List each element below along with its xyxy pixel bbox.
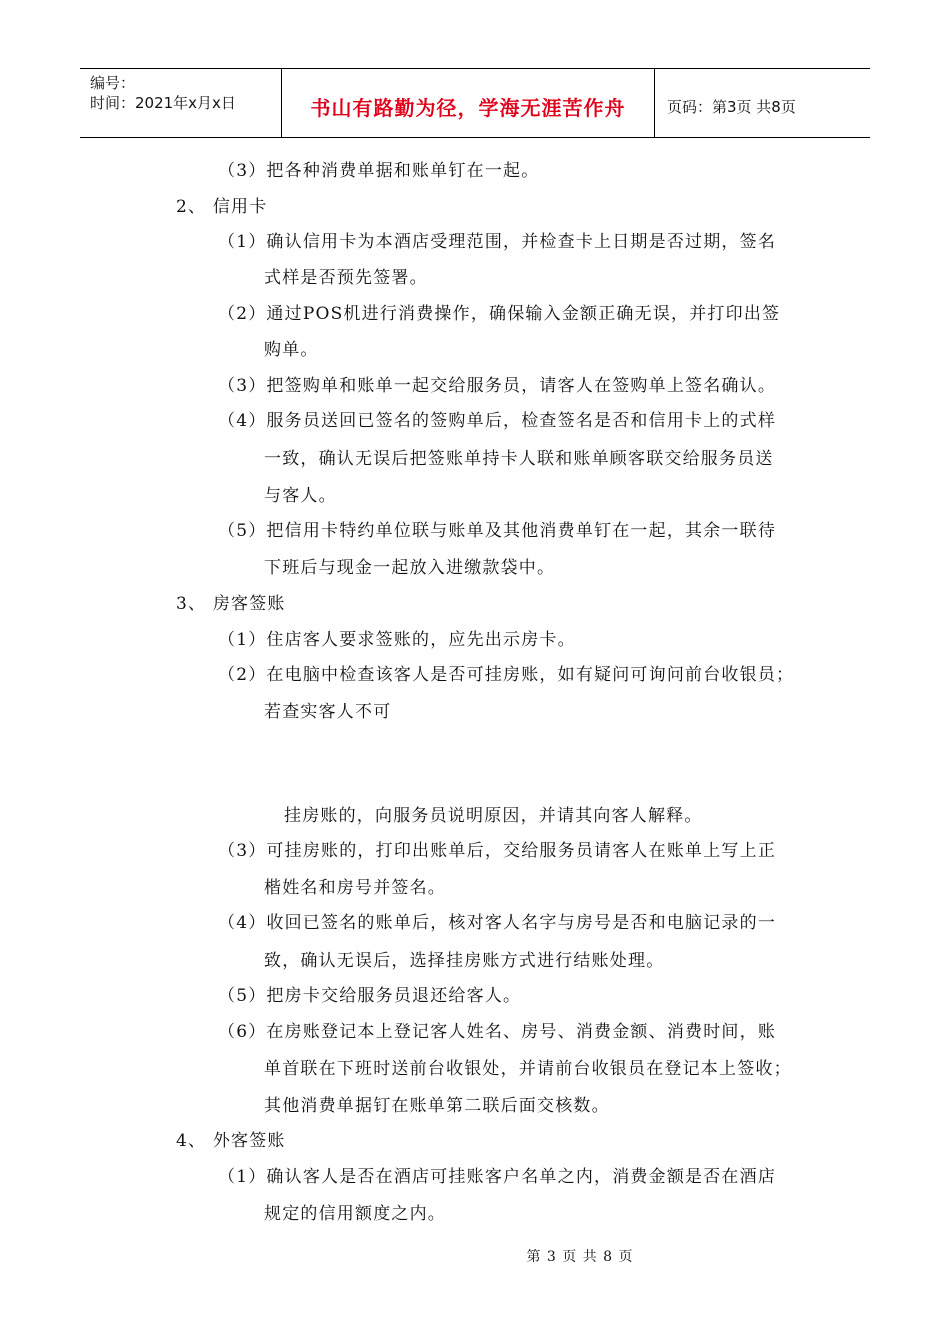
item-line: （3）可挂房账的，打印出账单后，交给服务员请客人在账单上写上正 [218, 841, 777, 861]
item-continuation: 下班后与现金一起放入进缴款袋中。 [264, 558, 556, 578]
item-continuation: 购单。 [264, 340, 319, 360]
section-heading: 2、 信用卡 [176, 197, 268, 217]
item-line: （2）通过POS机进行消费操作，确保输入金额正确无误，并打印出签 [218, 304, 781, 324]
document-number-label: 编号： [90, 74, 136, 92]
item-line: （1）确认信用卡为本酒店受理范围，并检查卡上日期是否过期，签名 [218, 232, 777, 252]
header-motto-cell [282, 69, 655, 137]
item-continuation: 若查实客人不可 [264, 702, 392, 722]
item-line: （6）在房账登记本上登记客人姓名、房号、消费金额、消费时间，账 [218, 1022, 777, 1042]
header-meta [80, 69, 282, 137]
item-line: （3）把签购单和账单一起交给服务员，请客人在签购单上签名确认。 [218, 376, 777, 396]
item-line: （5）把房卡交给服务员退还给客人。 [218, 986, 522, 1006]
item-line: （1）确认客人是否在酒店可挂账客户名单之内，消费金额是否在酒店 [218, 1167, 777, 1187]
item-line: （4）收回已签名的账单后，核对客人名字与房号是否和电脑记录的一 [218, 913, 777, 933]
header-motto: 书山有路勤为径，学海无涯苦作舟 [310, 95, 626, 120]
item-continuation: 挂房账的，向服务员说明原因，并请其向客人解释。 [284, 806, 703, 826]
item-line: （3）把各种消费单据和账单钉在一起。 [218, 161, 540, 181]
item-continuation: 其他消费单据钉在账单第二联后面交核数。 [264, 1096, 610, 1116]
item-continuation: 式样是否预先签署。 [264, 268, 428, 288]
page-header [80, 68, 870, 138]
header-page-number: 页码：第3页 共8页 [667, 97, 796, 116]
document-time-label: 时间：2021年x月x日 [90, 94, 236, 112]
page-footer: 第 3 页 共 8 页 [526, 1249, 634, 1265]
item-line: （1）住店客人要求签账的，应先出示房卡。 [218, 630, 576, 650]
section-heading: 4、 外客签账 [176, 1131, 286, 1151]
item-continuation: 一致，确认无误后把签账单持卡人联和账单顾客联交给服务员送 [264, 449, 774, 469]
item-line: （4）服务员送回已签名的签购单后，检查签名是否和信用卡上的式样 [218, 411, 777, 431]
item-continuation: 单首联在下班时送前台收银处，并请前台收银员在登记本上签收； [264, 1059, 792, 1079]
item-continuation: 规定的信用额度之内。 [264, 1204, 446, 1224]
item-continuation: 致，确认无误后，选择挂房账方式进行结账处理。 [264, 951, 665, 971]
section-heading: 3、 房客签账 [176, 594, 286, 614]
item-line: （5）把信用卡特约单位联与账单及其他消费单钉在一起，其余一联待 [218, 521, 777, 541]
item-continuation: 与客人。 [264, 486, 337, 506]
item-line: （2）在电脑中检查该客人是否可挂房账，如有疑问可询问前台收银员； [218, 665, 795, 685]
item-continuation: 楷姓名和房号并签名。 [264, 878, 446, 898]
header-page-cell [655, 69, 870, 137]
